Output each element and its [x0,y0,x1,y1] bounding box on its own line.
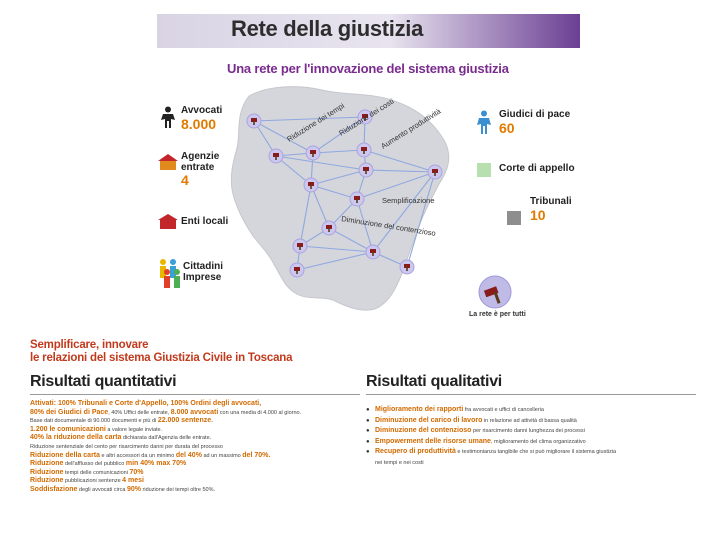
legend-corte-di-appello [475,164,575,175]
court-node-icon [400,260,414,274]
legend-number: 4 [181,172,189,188]
legend-avvocati [157,106,222,131]
qualitative-divider [366,394,696,395]
legend-label: Corte di appello [499,163,575,174]
legend-giudici-di-pace [475,110,570,135]
list-item: Riduzione dell'afflusso del pubblico min 40% max 70% [30,460,187,468]
list-item: ● Diminuzione del carico di lavoro in relazione ad attività di bassa qualità [366,416,696,427]
court-node-icon [428,165,442,179]
map-label-semplificazione: Semplificazione [382,196,435,205]
poster-image [157,14,580,332]
logo-caption: La rete è per tutti [469,311,526,318]
legend-label: Cittadini Imprese [183,261,223,283]
green-square-icon [477,163,491,177]
list-item: Riduzione tempi delle comunicazioni 70% [30,468,144,476]
qualitative-title: Risultati qualitativi [366,373,502,390]
court-node-icon [290,263,304,277]
poster-title: Rete della giustizia [231,16,424,41]
list-item: Attivati: 100% Tribunali e Corte d'Appello, 100% Ordini degli avvocati, [30,400,262,407]
court-node-icon [306,146,320,160]
list-item-continuation: nei tempi e nei costi [375,459,424,466]
list-item: Riduzione della carta e altri accessori da un minimo del 40% ad un massimo del 70%. [30,451,271,459]
map-label-riduzione-tempi: Riduzione dei tempi [285,101,346,144]
legend-label: Giudici di pace [499,109,571,120]
building-icon [158,154,178,170]
court-node-icon [304,178,318,192]
court-node-icon [293,239,307,253]
court-node-icon [357,143,371,157]
list-item: 80% dei Giudici di Pace, 40% Uffici delle entrate, 8.000 avvocati con una media di 4.000 al giorno. [30,408,302,416]
legend-number: 60 [499,119,515,136]
legend-number: 10 [530,206,546,223]
legend-label: Enti locali [181,216,229,227]
people-group-icon [157,258,181,290]
map-label-riduzione-costi: Riduzione dei costi [337,96,396,138]
section-title [30,339,292,365]
quantitative-title: Risultati quantitativi [30,373,177,390]
legend-tribunali [475,197,572,222]
legend-label: Tribunali [530,196,572,207]
town-hall-icon [158,214,178,230]
legend-number: 8.000 [181,115,217,132]
list-item: Base dati documentale di 90.000 documenti e più di 22.000 sentenze. [30,417,214,425]
qualitative-list [366,405,696,469]
list-item: ● Empowerment delle risorse umane, miglioramento del clima organizzativo [366,437,696,448]
legend-label: Avvocati [181,105,223,116]
map-label-diminuzione-contenzioso: Diminuzione del contenzioso [340,214,437,238]
list-item: Riduzione sentenziale del cento per risarcimento danni per durata del processo [30,443,223,450]
court-node-icon [350,192,364,206]
poster-subtitle: Una rete per l'innovazione del sistema giustizia [227,61,509,76]
list-item: Riduzione pubblicazioni sentenze 4 mesi [30,477,144,485]
person-icon [159,106,177,128]
map-label-aumento-produttivita: Aumento produttività [379,106,443,151]
legend-enti-locali [157,217,228,228]
court-node-icon [359,163,373,177]
court-node-icon [322,221,336,235]
quantitative-divider [30,394,360,395]
judge-person-icon [475,110,493,134]
list-item: ● Recupero di produttività e testimonianza tangibile che si può migliorare il sistema giustizia [366,447,696,458]
court-node-icon [247,114,261,128]
network-logo-icon [479,276,511,308]
quantitative-list [30,400,360,495]
section-title-line1: Semplificare, innovare [30,339,149,351]
section-title-line2: le relazioni del sistema Giustizia Civile in Toscana [30,352,293,364]
list-item: 40% la riduzione della carta dichiarata dall'Agenzia delle entrate. [30,434,212,442]
gray-square-icon [507,211,521,225]
legend-label: Agenzie entrate [181,151,220,173]
legend-cittadini-imprese [157,262,223,283]
court-node-icon [269,149,283,163]
list-item: 1.200 le comunicazioni a valore legale inviate. [30,425,163,433]
list-item: Soddisfazione degli avvocati circa 90% riduzione dei tempi oltre 50%. [30,485,215,493]
legend-agenzie-entrate [157,152,223,188]
list-item: ● Diminuzione del contenzioso per risarcimento danni lunghezza dei processi [366,426,696,437]
list-item: ● Miglioramento dei rapporti fra avvocati e uffici di cancelleria [366,405,696,416]
court-node-icon [366,245,380,259]
